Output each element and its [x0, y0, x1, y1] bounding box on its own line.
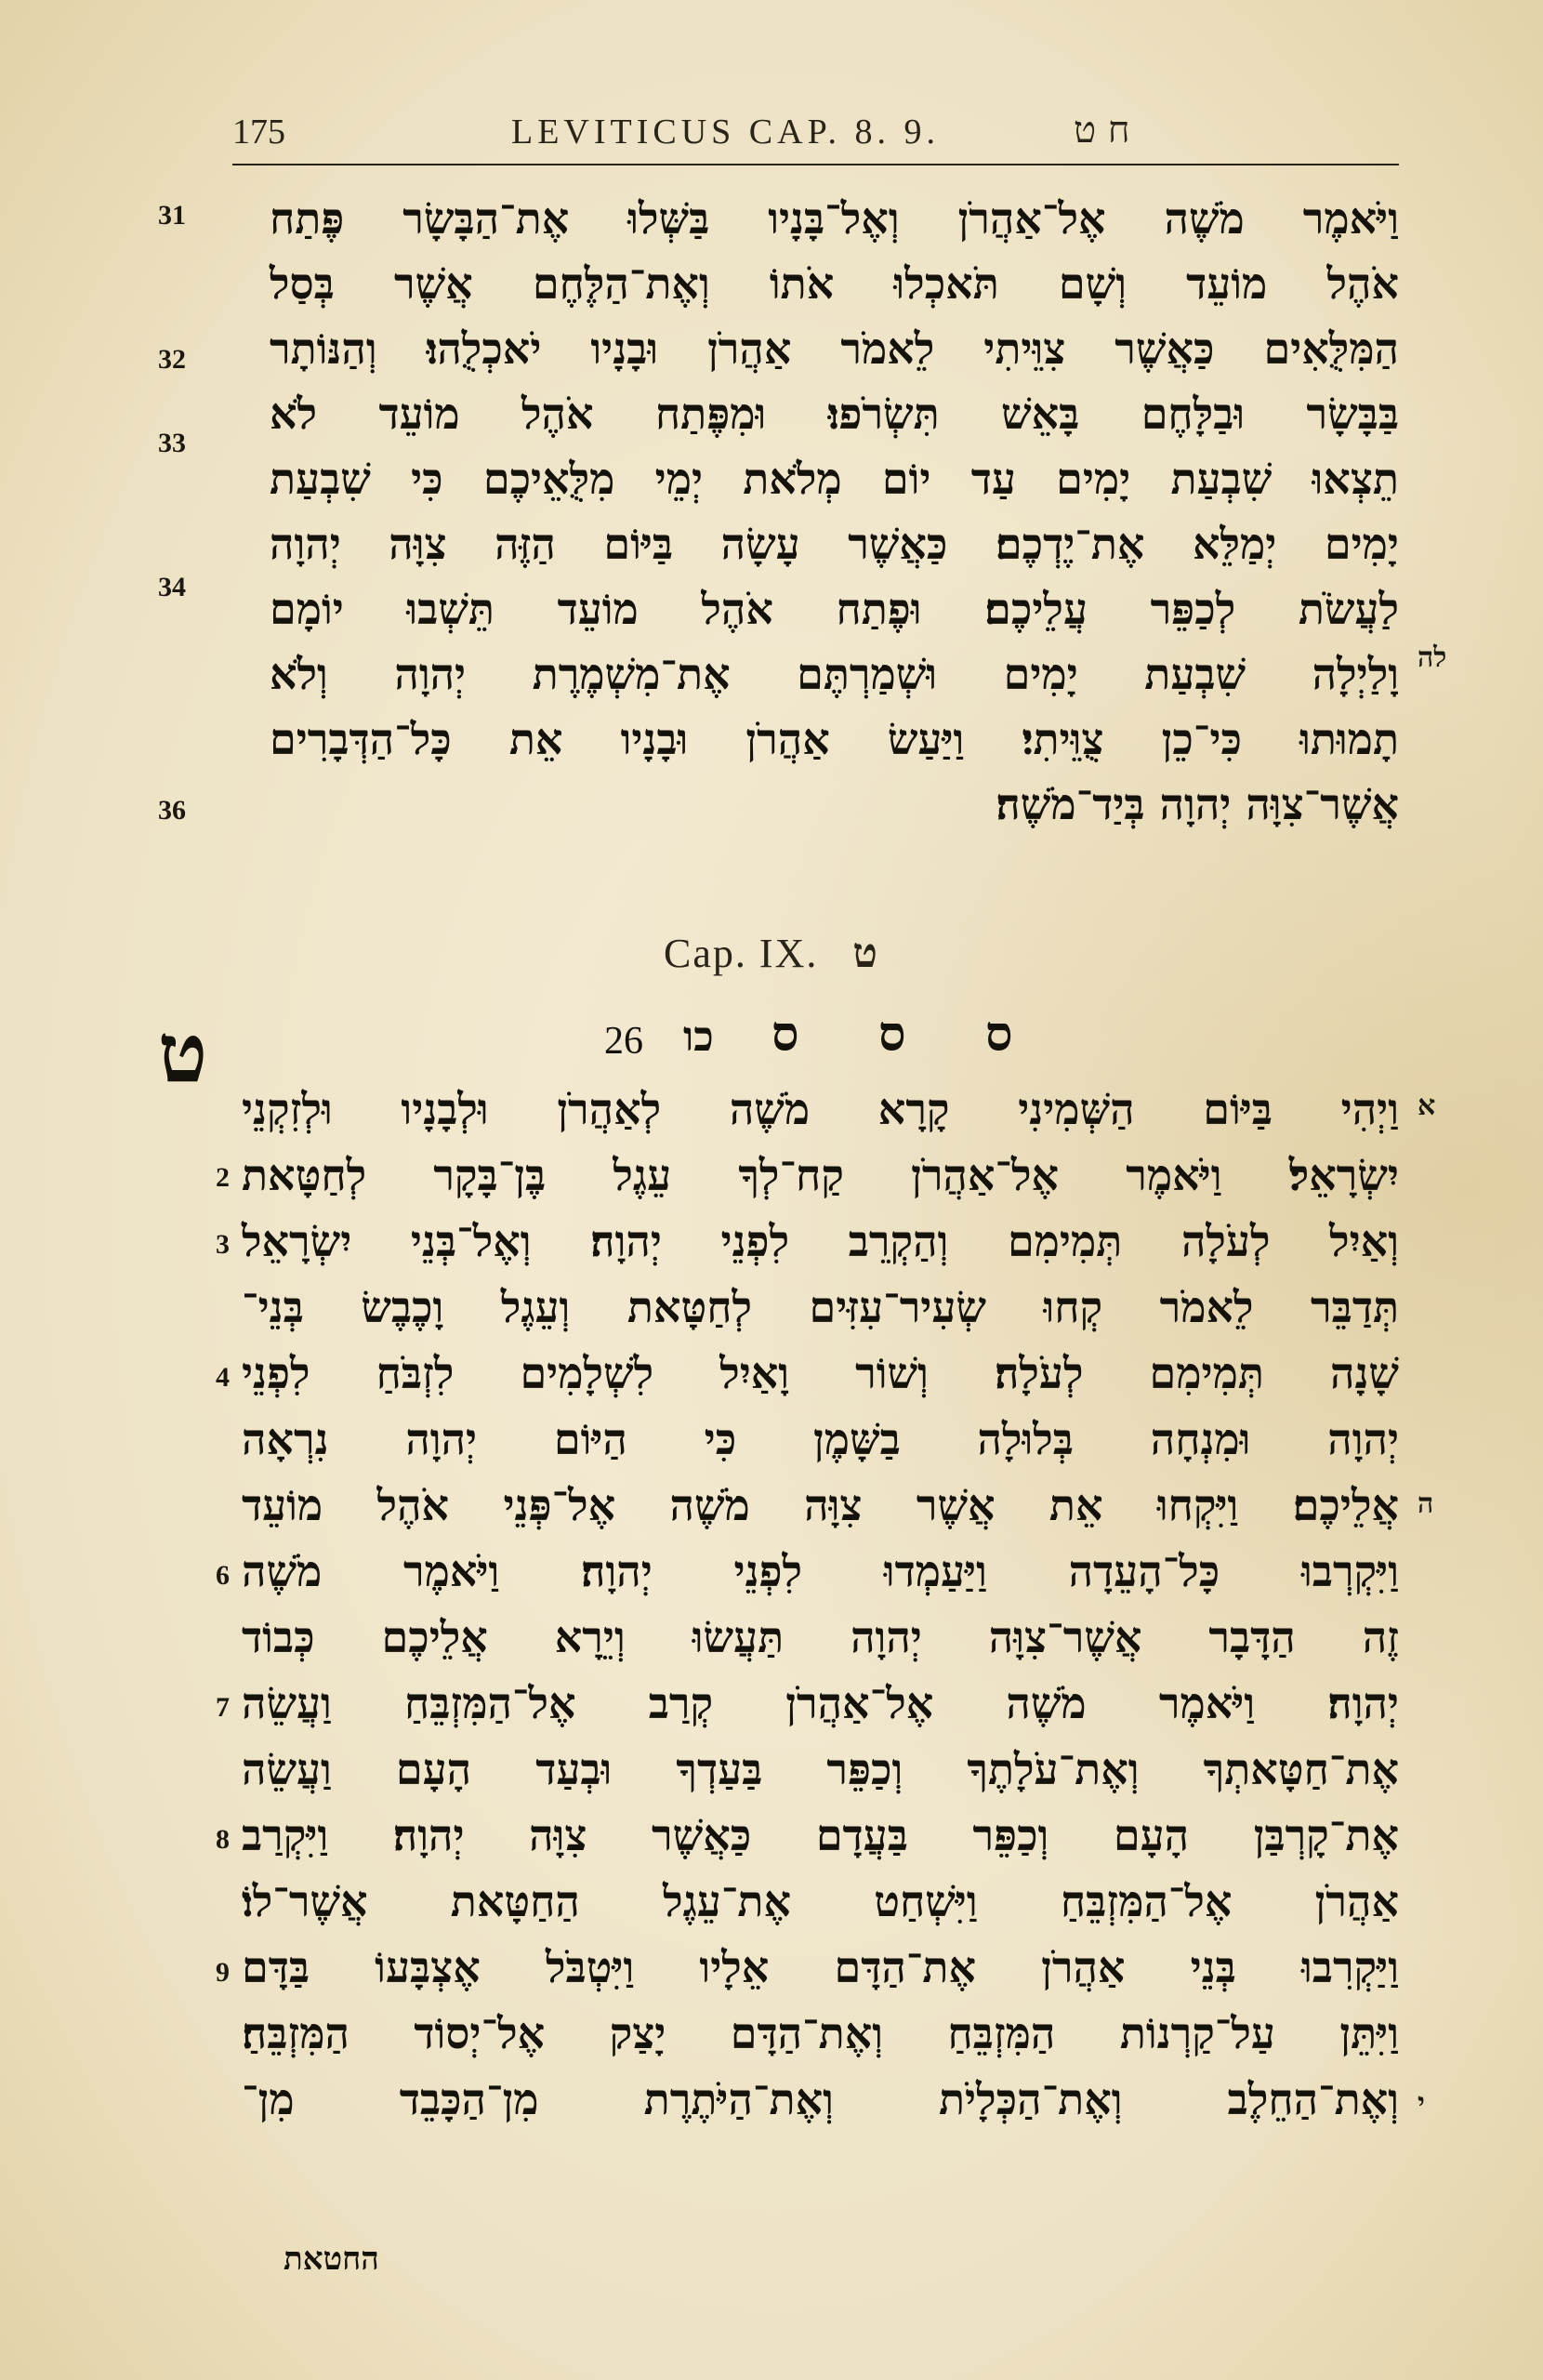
text-line: אֶת־קָרְבַּן הָעָם וְכַפֵּר בַּעֲדָם כַּאֲשֶׁר צִוָּה יְהוָה׃ וַיִּקְרַב — [242, 1810, 1399, 1860]
hebrew-text-block-top — [270, 186, 1399, 855]
verse-number: 4 — [216, 1362, 230, 1393]
verse-number: 6 — [216, 1560, 230, 1591]
chapter-label: Cap. IX. — [664, 931, 819, 976]
hebrew-text-block-bottom — [242, 1077, 1399, 2136]
masora-kaf: כו — [683, 1013, 714, 1061]
text-line: וַיִּתֵּן עַל־קַרְנוֹת הַמִּזְבֵּחַ וְאֶת־הַדָּם יָצַק אֶל־יְסוֹד הַמִּזְבֵּחַ׃ — [242, 2008, 1399, 2058]
running-title: LEVITICUS CAP. 8. 9. — [511, 112, 941, 152]
verse-number: י — [1418, 2087, 1425, 2120]
verse-number: 31 — [158, 200, 186, 231]
text-line: וַיַּקְרִבוּ בְּנֵי אַהֲרֹן אֶת־הַדָּם אֵלָיו וַיִּטְבֹּל אֶצְבָּעוֹ בַּדָּם — [242, 1942, 1399, 1992]
masora-samekh: ס — [985, 1006, 1013, 1063]
running-hebrew-chapters: ח ט — [1074, 109, 1130, 152]
page-number: 175 — [232, 112, 285, 152]
verse-number: 34 — [158, 572, 186, 602]
verse-number: 7 — [216, 1692, 230, 1723]
masora-samekh: ס — [878, 1006, 906, 1063]
catchword: החטאת — [284, 2241, 379, 2278]
text-line: וַיִּקְרְבוּ כָּל־הָעֵדָה וַיַּעַמְדוּ לִפְנֵי יְהוָה׃ וַיֹּאמֶר מֹשֶׁה — [242, 1546, 1399, 1596]
text-line: וְאֶת־הַחֵלֶב וְאֶת־הַכְּלָיֹת וְאֶת־הַיֹּתֶרֶת מִן־הַכָּבֵד מִן־ — [242, 2074, 1399, 2124]
text-line: אֲלֵיכֶם׃ וַיִּקְחוּ אֵת אֲשֶׁר צִוָּה מֹשֶׁה אֶל־פְּנֵי אֹהֶל מוֹעֵד — [242, 1480, 1399, 1530]
text-line: לַעֲשֹׂת לְכַפֵּר עֲלֵיכֶם׃ וּפֶתַח אֹהֶל מוֹעֵד תֵּשְׁבוּ יוֹמָם — [270, 584, 1399, 634]
verse-number: 8 — [216, 1824, 230, 1855]
text-line: תְּדַבֵּר לֵאמֹר קְחוּ שְׂעִיר־עִזִּים לְחַטָּאת וְעֵגֶל וָכֶבֶשׂ בְּנֵי־ — [242, 1282, 1399, 1332]
text-line: תָמוּתוּ כִּי־כֵן צֻוֵּיתִי׃ וַיַּעַשׂ אַהֲרֹן וּבָנָיו אֵת כָּל־הַדְּבָרִים — [270, 714, 1399, 764]
text-line: אֹהֶל מוֹעֵד וְשָׁם תֹּאכְלוּ אֹתוֹ וְאֶת־הַלֶּחֶם אֲשֶׁר בְּסַל — [270, 258, 1399, 309]
verse-number: 2 — [216, 1162, 230, 1193]
text-line: וַיֹּאמֶר מֹשֶׁה אֶל־אַהֲרֹן וְאֶל־בָּנָיו בַּשְּׁלוּ אֶת־הַבָּשָׂר פֶּתַח — [270, 193, 1399, 244]
masora-row — [0, 1006, 1543, 1080]
verse-number: ה — [1418, 1488, 1434, 1520]
text-line: שָׁנָה תְּמִימִם לְעֹלָה׃ וְשׁוֹר וָאַיִל לִשְׁלָמִים לִזְבֹּחַ לִפְנֵי — [242, 1348, 1399, 1398]
text-line: יְהוָה׃ וַיֹּאמֶר מֹשֶׁה אֶל־אַהֲרֹן קְרַב אֶל־הַמִּזְבֵּחַ וַעֲשֵׂה — [242, 1678, 1399, 1728]
chapter-hebrew-letter: ט — [852, 930, 879, 977]
verse-number: א — [1418, 1090, 1436, 1122]
verse-number: 32 — [158, 344, 186, 375]
text-line: אַהֲרֹן אֶל־הַמִּזְבֵּחַ וַיִּשְׁחַט אֶת־עֵגֶל הַחַטָּאת אֲשֶׁר־לוֹ׃ — [242, 1876, 1399, 1926]
text-line: יָמִים יְמַלֵּא אֶת־יֶדְכֶם׃ כַּאֲשֶׁר עָשָׂה בַּיּוֹם הַזֶּה צִוָּה יְהוָה — [270, 519, 1399, 569]
text-line: וַיְהִי בַּיּוֹם הַשְּׁמִינִי קָרָא מֹשֶׁה לְאַהֲרֹן וּלְבָנָיו וּלְזִקְנֵי — [242, 1084, 1399, 1134]
verse-number: 3 — [216, 1229, 230, 1260]
text-line: יִשְׂרָאֵל׃ וַיֹּאמֶר אֶל־אַהֲרֹן קַח־לְךָ עֵגֶל בֶּן־בָּקָר לְחַטָּאת — [242, 1150, 1399, 1200]
masora-number: 26 — [604, 1020, 643, 1063]
page-header — [232, 104, 1399, 165]
verse-number: לה — [1418, 641, 1447, 674]
masora-samekh: ס — [772, 1006, 799, 1063]
text-line-last: אֲשֶׁר־צִוָּה יְהוָה בְּיַד־מֹשֶׁה׃ — [996, 779, 1399, 829]
text-line: הַמִּלֻּאִים כַּאֲשֶׁר צִוֵּיתִי לֵאמֹר אַהֲרֹן וּבָנָיו יֹאכְלֻהוּ׃ וְהַנּוֹתָר — [270, 324, 1399, 374]
verse-number: 36 — [158, 795, 186, 826]
text-line: יְהוָה וּמִנְחָה בְּלוּלָה בַשָּׁמֶן כִּי הַיּוֹם יְהוָה נִרְאָה — [242, 1414, 1399, 1464]
text-line: בַּבָּשָׂר וּבַלָּחֶם בָּאֵשׁ תִּשְׂרֹפוּ׃ וּמִפֶּתַח אֹהֶל מוֹעֵד לֹא — [270, 389, 1399, 439]
verse-number: 33 — [158, 428, 186, 458]
text-line: תֵצְאוּ שִׁבְעַת יָמִים עַד יוֹם מְלֹאת יְמֵי מִלֻּאֵיכֶם כִּי שִׁבְעַת — [270, 454, 1399, 504]
chapter-large-letter: ט — [158, 1004, 208, 1101]
verse-number: 9 — [216, 1957, 230, 1988]
chapter-heading — [0, 930, 1543, 977]
text-line: אֶת־חַטָּאתְךָ וְאֶת־עֹלָתֶךָ וְכַפֵּר בַּעַדְךָ וּבְעַד הָעָם וַעֲשֵׂה — [242, 1744, 1399, 1794]
text-line: וְאַיִל לְעֹלָה תְּמִימִם וְהַקְרֵב לִפְנֵי יְהוָה׃ וְאֶל־בְּנֵי יִשְׂרָאֵל — [242, 1216, 1399, 1266]
text-line: וָלַיְלָה שִׁבְעַת יָמִים וּשְׁמַרְתֶּם אֶת־מִשְׁמֶרֶת יְהוָה וְלֹא — [270, 649, 1399, 699]
text-line: זֶה הַדָּבָר אֲשֶׁר־צִוָּה יְהוָה תַּעֲשׂוּ וְיֵרָא אֲלֵיכֶם כְּבוֹד — [242, 1612, 1399, 1662]
